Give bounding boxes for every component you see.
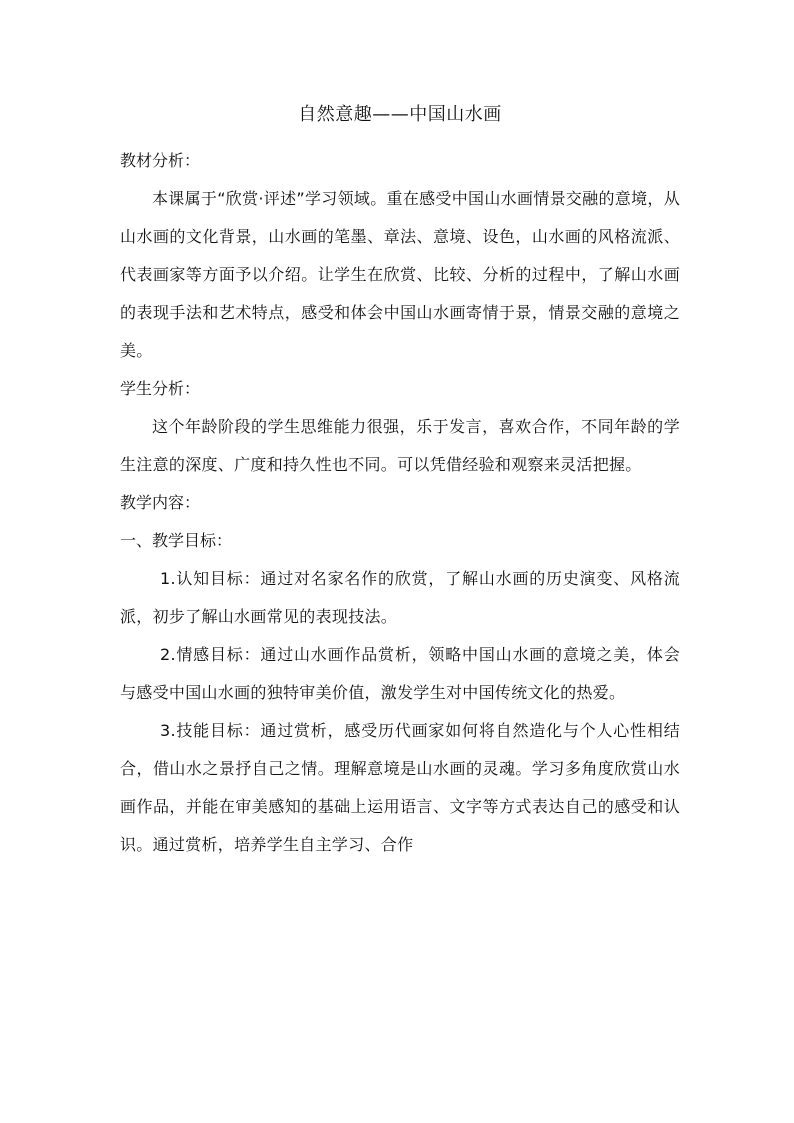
goal-emotional: 2.情感目标：通过山水画作品赏析，领略中国山水画的意境之美，体会与感受中国山水画的独特审美价值，激发学生对中国传统文化的热爱。 xyxy=(120,645,680,702)
material-analysis-heading: 教材分析： xyxy=(120,151,201,170)
goal-skill: 3.技能目标：通过赏析，感受历代画家如何将自然造化与个人心性相结合，借山水之景抒自己之情。理解意境是山水画的灵魂。学习多角度欣赏山水画作品，并能在审美感知的基础上运用语言、文字等方式表达自己的感受和认识。通过赏析，培养学生自主学习、合作 xyxy=(120,721,680,854)
document-title: 自然意趣——中国山水画 xyxy=(298,104,502,125)
teaching-content-heading: 教学内容： xyxy=(120,493,201,512)
student-analysis-paragraph: 这个年龄阶段的学生思维能力很强，乐于发言，喜欢合作，不同年龄的学生注意的深度、广度和持久性也不同。可以凭借经验和观察来灵活把握。 xyxy=(120,417,680,474)
material-analysis-paragraph: 本课属于“欣赏·评述”学习领域。重在感受中国山水画情景交融的意境，从山水画的文化背景，山水画的笔墨、章法、意境、设色，山水画的风格流派、代表画家等方面予以介绍。让学生在欣赏、比较、分析的过程中，了解山水画的表现手法和艺术特点，感受和体会中国山水画寄情于景，情景交融的意境之美。 xyxy=(120,189,680,360)
teaching-goals-heading: 一、教学目标： xyxy=(120,531,233,550)
student-analysis-heading: 学生分析： xyxy=(120,379,201,398)
document-body xyxy=(120,98,680,864)
goal-cognitive: 1.认知目标：通过对名家名作的欣赏，了解山水画的历史演变、风格流派，初步了解山水画常见的表现技法。 xyxy=(120,569,680,626)
